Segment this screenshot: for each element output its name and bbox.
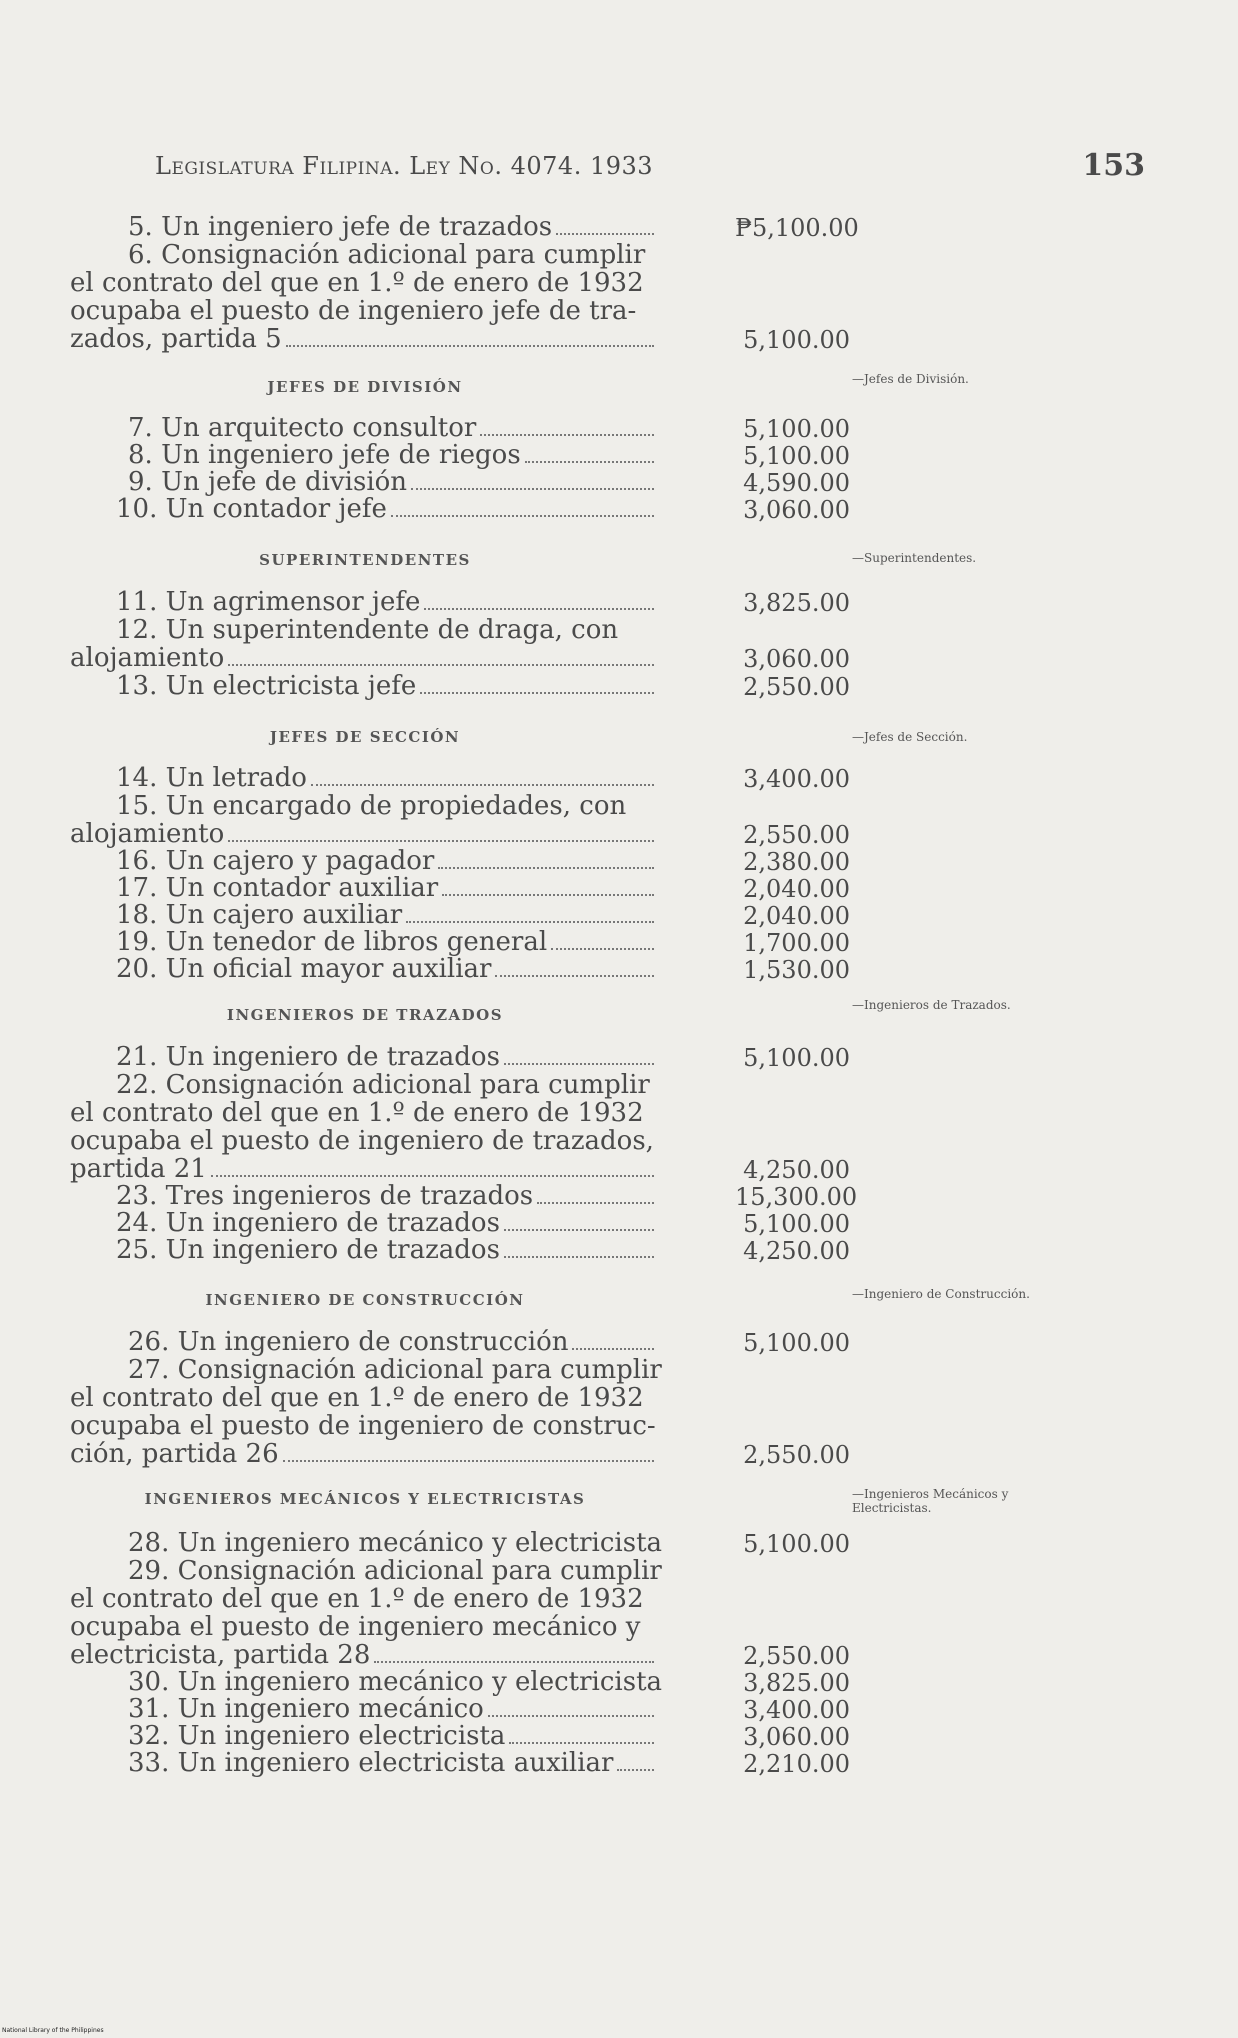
list-item: [128, 1721, 660, 1751]
item-text: ción, partida 26: [70, 1439, 279, 1469]
dot-leader: [509, 1742, 654, 1744]
amount: 2,380.00: [743, 848, 850, 876]
item-text: 25. Un ingeniero de trazados: [116, 1235, 500, 1265]
dot-leader: [551, 948, 654, 950]
dot-leader: [504, 1256, 654, 1258]
amount: 5,100.00: [743, 442, 850, 470]
item-text: 5. Un ingeniero jefe de trazados: [128, 212, 553, 242]
dot-leader: [556, 233, 654, 235]
item-text: 14. Un letrado: [116, 763, 307, 793]
amount: 1,530.00: [743, 956, 850, 984]
item-text: 29. Consignación adicional para cumplir: [128, 1556, 662, 1586]
section-heading: INGENIEROS DE TRAZADOS: [226, 1006, 504, 1024]
item-text: 19. Un tenedor de libros general: [116, 927, 548, 957]
dot-leader: [283, 1460, 654, 1462]
item-text: 7. Un arquitecto consultor: [128, 413, 477, 443]
item-text: 10. Un contador jefe: [116, 494, 387, 524]
item-text: 9. Un jefe de división: [128, 467, 408, 497]
amount: 2,040.00: [743, 875, 850, 903]
list-item: [128, 1694, 660, 1724]
item-text: 23. Tres ingenieros de trazados: [116, 1181, 534, 1211]
item-text: 11. Un agrimensor jefe: [116, 587, 421, 617]
item-text: el contrato del que en 1.º de enero de 1932: [70, 268, 644, 298]
list-item: [70, 1383, 660, 1413]
dot-leader: [374, 1661, 654, 1663]
dot-leader: [286, 345, 654, 347]
amount: 3,400.00: [743, 1696, 850, 1724]
list-item: [128, 1528, 663, 1558]
list-item: [116, 900, 660, 930]
list-item: [70, 296, 660, 326]
section-heading: JEFES DE SECCIÓN: [269, 728, 461, 746]
amount: 4,250.00: [743, 1156, 850, 1184]
side-note: —Jefes de División.: [852, 372, 969, 386]
item-text: el contrato del que en 1.º de enero de 1932: [70, 1584, 644, 1614]
list-item: [70, 643, 660, 673]
dot-leader: [504, 1229, 654, 1231]
amount: 15,300.00: [735, 1183, 858, 1211]
amount: 2,550.00: [743, 1642, 850, 1670]
side-note: —Ingenieros Mecánicos y Electricistas.: [852, 1487, 1009, 1515]
amount: 1,700.00: [743, 929, 850, 957]
amount: ₱5,100.00: [735, 214, 859, 242]
item-text: 21. Un ingeniero de trazados: [116, 1042, 500, 1072]
amount: 5,100.00: [743, 415, 850, 443]
list-item: [70, 1154, 660, 1184]
item-text: el contrato del que en 1.º de enero de 1932: [70, 1383, 644, 1413]
dot-leader: [424, 608, 654, 610]
item-text: 27. Consignación adicional para cumplir: [128, 1355, 662, 1385]
list-item: [70, 819, 660, 849]
amount: 4,590.00: [743, 469, 850, 497]
amount: 5,100.00: [743, 1044, 850, 1072]
amount: 2,210.00: [743, 1750, 850, 1778]
list-item: [116, 763, 660, 793]
list-item: [70, 268, 660, 298]
item-text: 26. Un ingeniero de construcción: [128, 1327, 569, 1357]
item-text: alojamiento: [70, 819, 225, 849]
item-text: ocupaba el puesto de ingeniero de trazados,: [70, 1126, 654, 1156]
list-item: [70, 1126, 660, 1156]
dot-leader: [311, 784, 654, 786]
list-item: [70, 1439, 660, 1469]
item-text: 12. Un superintendente de draga, con: [116, 615, 619, 645]
item-text: 33. Un ingeniero electricista auxiliar: [128, 1748, 614, 1778]
item-text: 6. Consignación adicional para cumplir: [128, 240, 646, 270]
item-text: 15. Un encargado de propiedades, con: [116, 791, 627, 821]
section-heading: SUPERINTENDENTES: [259, 551, 471, 569]
item-text: 16. Un cajero y pagador: [116, 846, 435, 876]
dot-leader: [438, 867, 654, 869]
list-item: [128, 1748, 660, 1778]
item-text: 30. Un ingeniero mecánico y electricista: [128, 1667, 663, 1697]
list-item: [116, 615, 660, 645]
item-text: 24. Un ingeniero de trazados: [116, 1208, 500, 1238]
amount: 5,100.00: [743, 1530, 850, 1558]
running-title: Legislatura Filipina. Ley No. 4074. 1933: [155, 152, 654, 180]
amount: 3,060.00: [743, 645, 850, 673]
dot-leader: [495, 975, 654, 977]
section-heading: INGENIERO DE CONSTRUCCIÓN: [205, 1291, 525, 1309]
item-text: 22. Consignación adicional para cumplir: [116, 1070, 650, 1100]
dot-leader: [228, 664, 654, 666]
item-text: 20. Un oficial mayor auxiliar: [116, 954, 492, 984]
amount: 3,825.00: [743, 1669, 850, 1697]
amount: 5,100.00: [743, 326, 850, 354]
side-note: —Ingeniero de Construcción.: [852, 1287, 1030, 1301]
list-item: [116, 846, 660, 876]
list-item: [70, 1098, 660, 1128]
list-item: [70, 324, 660, 354]
list-item: [128, 240, 660, 270]
list-item: [116, 587, 660, 617]
dot-leader: [442, 894, 654, 896]
dot-leader: [504, 1063, 654, 1065]
item-text: electricista, partida 28: [70, 1640, 371, 1670]
dot-leader: [480, 434, 654, 436]
section-heading: JEFES DE DIVISIÓN: [267, 378, 463, 396]
amount: 5,100.00: [743, 1329, 850, 1357]
item-text: zados, partida 5: [70, 324, 282, 354]
list-item: [128, 212, 660, 242]
list-item: [116, 1181, 660, 1211]
list-item: [70, 1640, 660, 1670]
list-item: [116, 1208, 660, 1238]
list-item: [128, 440, 660, 470]
list-item: [116, 954, 660, 984]
page-header: [155, 148, 1145, 192]
dot-leader: [228, 840, 654, 842]
item-text: 13. Un electricista jefe: [116, 671, 417, 701]
list-item: [70, 1584, 660, 1614]
side-note: —Superintendentes.: [852, 551, 977, 565]
amount: 3,060.00: [743, 1723, 850, 1751]
dot-leader: [525, 461, 654, 463]
amount: 5,100.00: [743, 1210, 850, 1238]
list-item: [116, 671, 660, 701]
item-text: 28. Un ingeniero mecánico y electricista: [128, 1528, 663, 1558]
amount: 3,400.00: [743, 765, 850, 793]
dot-leader: [391, 515, 654, 517]
dot-leader: [211, 1175, 654, 1177]
item-text: ocupaba el puesto de ingeniero mecánico y: [70, 1612, 641, 1642]
dot-leader: [488, 1715, 654, 1717]
list-item: [128, 413, 660, 443]
list-item: [116, 1042, 660, 1072]
dot-leader: [572, 1348, 654, 1350]
list-item: [116, 494, 660, 524]
list-item: [116, 791, 660, 821]
item-text: 31. Un ingeniero mecánico: [128, 1694, 484, 1724]
item-text: 18. Un cajero auxiliar: [116, 900, 403, 930]
item-text: partida 21: [70, 1154, 207, 1184]
list-item: [70, 1612, 660, 1642]
dot-leader: [617, 1769, 654, 1771]
amount: 4,250.00: [743, 1237, 850, 1265]
item-text: 8. Un ingeniero jefe de riegos: [128, 440, 521, 470]
dot-leader: [406, 921, 654, 923]
list-item: [116, 873, 660, 903]
amount: 3,825.00: [743, 589, 850, 617]
list-item: [128, 467, 660, 497]
item-text: 17. Un contador auxiliar: [116, 873, 439, 903]
list-item: [128, 1667, 663, 1697]
list-item: [128, 1355, 660, 1385]
amount: 2,040.00: [743, 902, 850, 930]
dot-leader: [537, 1202, 654, 1204]
list-item: [70, 1411, 660, 1441]
side-note: —Ingenieros de Trazados.: [852, 998, 1011, 1012]
item-text: ocupaba el puesto de ingeniero de construc-: [70, 1411, 656, 1441]
amount: 3,060.00: [743, 496, 850, 524]
item-text: 32. Un ingeniero electricista: [128, 1721, 506, 1751]
amount: 2,550.00: [743, 821, 850, 849]
footer-credit: National Library of the Philippines: [2, 2027, 104, 2034]
section-heading: INGENIEROS MECÁNICOS Y ELECTRICISTAS: [144, 1490, 586, 1508]
amount: 2,550.00: [743, 673, 850, 701]
dot-leader: [411, 488, 654, 490]
item-text: alojamiento: [70, 643, 225, 673]
list-item: [116, 1070, 660, 1100]
list-item: [128, 1327, 660, 1357]
list-item: [116, 1235, 660, 1265]
page-number: 153: [1082, 148, 1145, 183]
dot-leader: [420, 692, 654, 694]
list-item: [116, 927, 660, 957]
amount: 2,550.00: [743, 1441, 850, 1469]
item-text: el contrato del que en 1.º de enero de 1932: [70, 1098, 644, 1128]
item-text: ocupaba el puesto de ingeniero jefe de tra-: [70, 296, 637, 326]
side-note: —Jefes de Sección.: [852, 730, 968, 744]
list-item: [128, 1556, 660, 1586]
